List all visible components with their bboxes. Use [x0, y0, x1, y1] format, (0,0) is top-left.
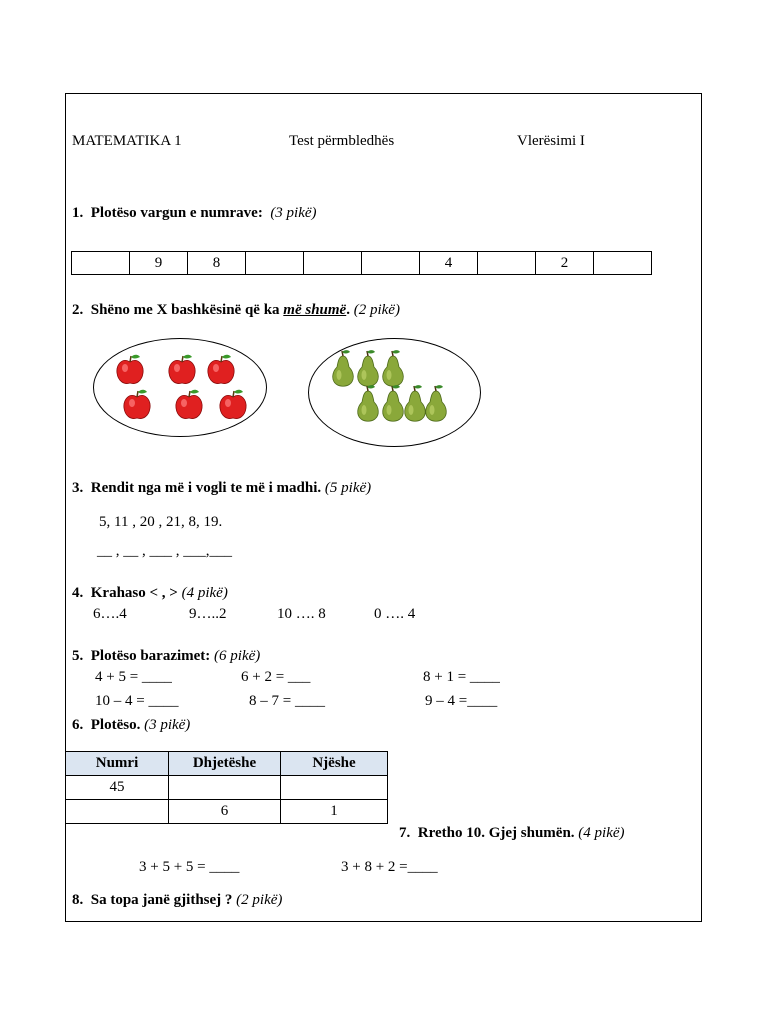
q6-points: (3 pikë) — [144, 717, 191, 733]
question-4 — [72, 585, 228, 602]
sequence-cell: 8 — [188, 252, 246, 275]
sequence-cell[interactable] — [478, 252, 536, 275]
sequence-cell[interactable] — [304, 252, 362, 275]
equation[interactable]: 8 + 1 = ____ — [423, 669, 500, 685]
sequence-cell: 9 — [130, 252, 188, 275]
question-3 — [72, 480, 371, 497]
equation[interactable]: 10 – 4 = ____ — [95, 693, 179, 709]
q5-points: (6 pikë) — [214, 648, 261, 664]
compare-item[interactable]: 10 …. 8 — [277, 606, 326, 622]
pear-icon — [383, 350, 404, 386]
subject-title: MATEMATIKA 1 — [72, 133, 182, 149]
q8-number: 8. — [72, 892, 84, 908]
pear-icon — [426, 385, 447, 421]
question-1 — [72, 205, 317, 222]
q2-number: 2. — [72, 302, 84, 318]
q6-number: 6. — [72, 717, 84, 733]
pear-icon — [333, 350, 354, 386]
q1-points: (3 pikë) — [270, 205, 317, 221]
question-5 — [72, 648, 260, 665]
question-7 — [399, 825, 625, 842]
q2-text: Shëno me X bashkësinë që ka — [90, 302, 280, 318]
table-cell: 1 — [281, 800, 388, 824]
q3-numbers: 5, 11 , 20 , 21, 8, 19. — [99, 514, 223, 530]
sequence-cell: 2 — [536, 252, 594, 275]
evaluation-label: Vlerësimi I — [517, 133, 585, 149]
sequence-cell[interactable] — [246, 252, 304, 275]
table-cell[interactable] — [281, 776, 388, 800]
pear-icon — [383, 385, 404, 421]
sequence-cell[interactable] — [594, 252, 652, 275]
apple-set[interactable] — [93, 338, 267, 437]
column-header-dhjeteshe: Dhjetëshe — [169, 752, 281, 776]
apple-icon — [117, 355, 143, 384]
q3-points: (5 pikë) — [324, 480, 372, 496]
compare-item[interactable]: 0 …. 4 — [374, 606, 416, 622]
q1-text: Plotëso vargun e numrave: — [90, 205, 263, 221]
q7-points: (4 pikë) — [578, 825, 625, 841]
pear-icon — [358, 350, 379, 386]
test-name: Test përmbledhës — [289, 133, 395, 149]
equation[interactable]: 8 – 7 = ____ — [249, 693, 325, 709]
sequence-cell[interactable] — [72, 252, 130, 275]
table-cell[interactable] — [66, 800, 169, 824]
pear-icon — [405, 385, 426, 421]
table-cell[interactable] — [169, 776, 281, 800]
apple-icon — [208, 355, 234, 384]
q4-number: 4. — [72, 585, 84, 601]
table-cell: 45 — [66, 776, 169, 800]
q4-text: Krahaso < , > — [90, 585, 178, 601]
q1-number: 1. — [72, 205, 84, 221]
q7-text: Rretho 10. Gjej shumën. — [417, 825, 575, 841]
q3-number: 3. — [72, 480, 84, 496]
q2-emphasis: më shumë — [283, 302, 347, 318]
apple-icon — [176, 390, 202, 419]
q4-points: (4 pikë) — [181, 585, 228, 601]
q2-text-end: . — [346, 302, 350, 318]
apples-illustration — [94, 339, 266, 436]
number-sequence-table — [71, 251, 652, 275]
equation[interactable]: 4 + 5 = ____ — [95, 669, 172, 685]
pear-set[interactable] — [308, 338, 481, 447]
compare-item[interactable]: 9…..2 — [189, 606, 227, 622]
compare-item[interactable]: 6….4 — [93, 606, 127, 622]
q2-points: (2 pikë) — [353, 302, 400, 318]
sum-equation[interactable]: 3 + 8 + 2 =____ — [341, 859, 438, 875]
column-header-numri: Numri — [66, 752, 169, 776]
q8-text: Sa topa janë gjithsej ? — [90, 892, 233, 908]
question-2 — [72, 302, 400, 319]
sum-equation[interactable]: 3 + 5 + 5 = ____ — [139, 859, 240, 875]
q5-number: 5. — [72, 648, 84, 664]
apple-icon — [169, 355, 195, 384]
equation[interactable]: 6 + 2 = ___ — [241, 669, 311, 685]
sequence-cell[interactable] — [362, 252, 420, 275]
sequence-cell: 4 — [420, 252, 478, 275]
pear-icon — [358, 385, 379, 421]
q5-text: Plotëso barazimet: — [90, 648, 211, 664]
table-row — [66, 800, 388, 824]
question-6 — [72, 717, 190, 734]
place-value-table — [65, 751, 388, 824]
q3-answer-blanks[interactable]: __ , __ , ___ , ___,___ — [97, 543, 232, 559]
apple-icon — [220, 390, 246, 419]
pears-illustration — [309, 339, 480, 446]
table-row — [66, 776, 388, 800]
question-8 — [72, 892, 282, 909]
equation[interactable]: 9 – 4 =____ — [425, 693, 498, 709]
q3-text: Rendit nga më i vogli te më i madhi. — [90, 480, 322, 496]
apple-icon — [124, 390, 150, 419]
table-cell: 6 — [169, 800, 281, 824]
q6-text: Plotëso. — [90, 717, 141, 733]
column-header-njeshe: Njëshe — [281, 752, 388, 776]
q8-points: (2 pikë) — [236, 892, 283, 908]
q7-number: 7. — [399, 825, 411, 841]
